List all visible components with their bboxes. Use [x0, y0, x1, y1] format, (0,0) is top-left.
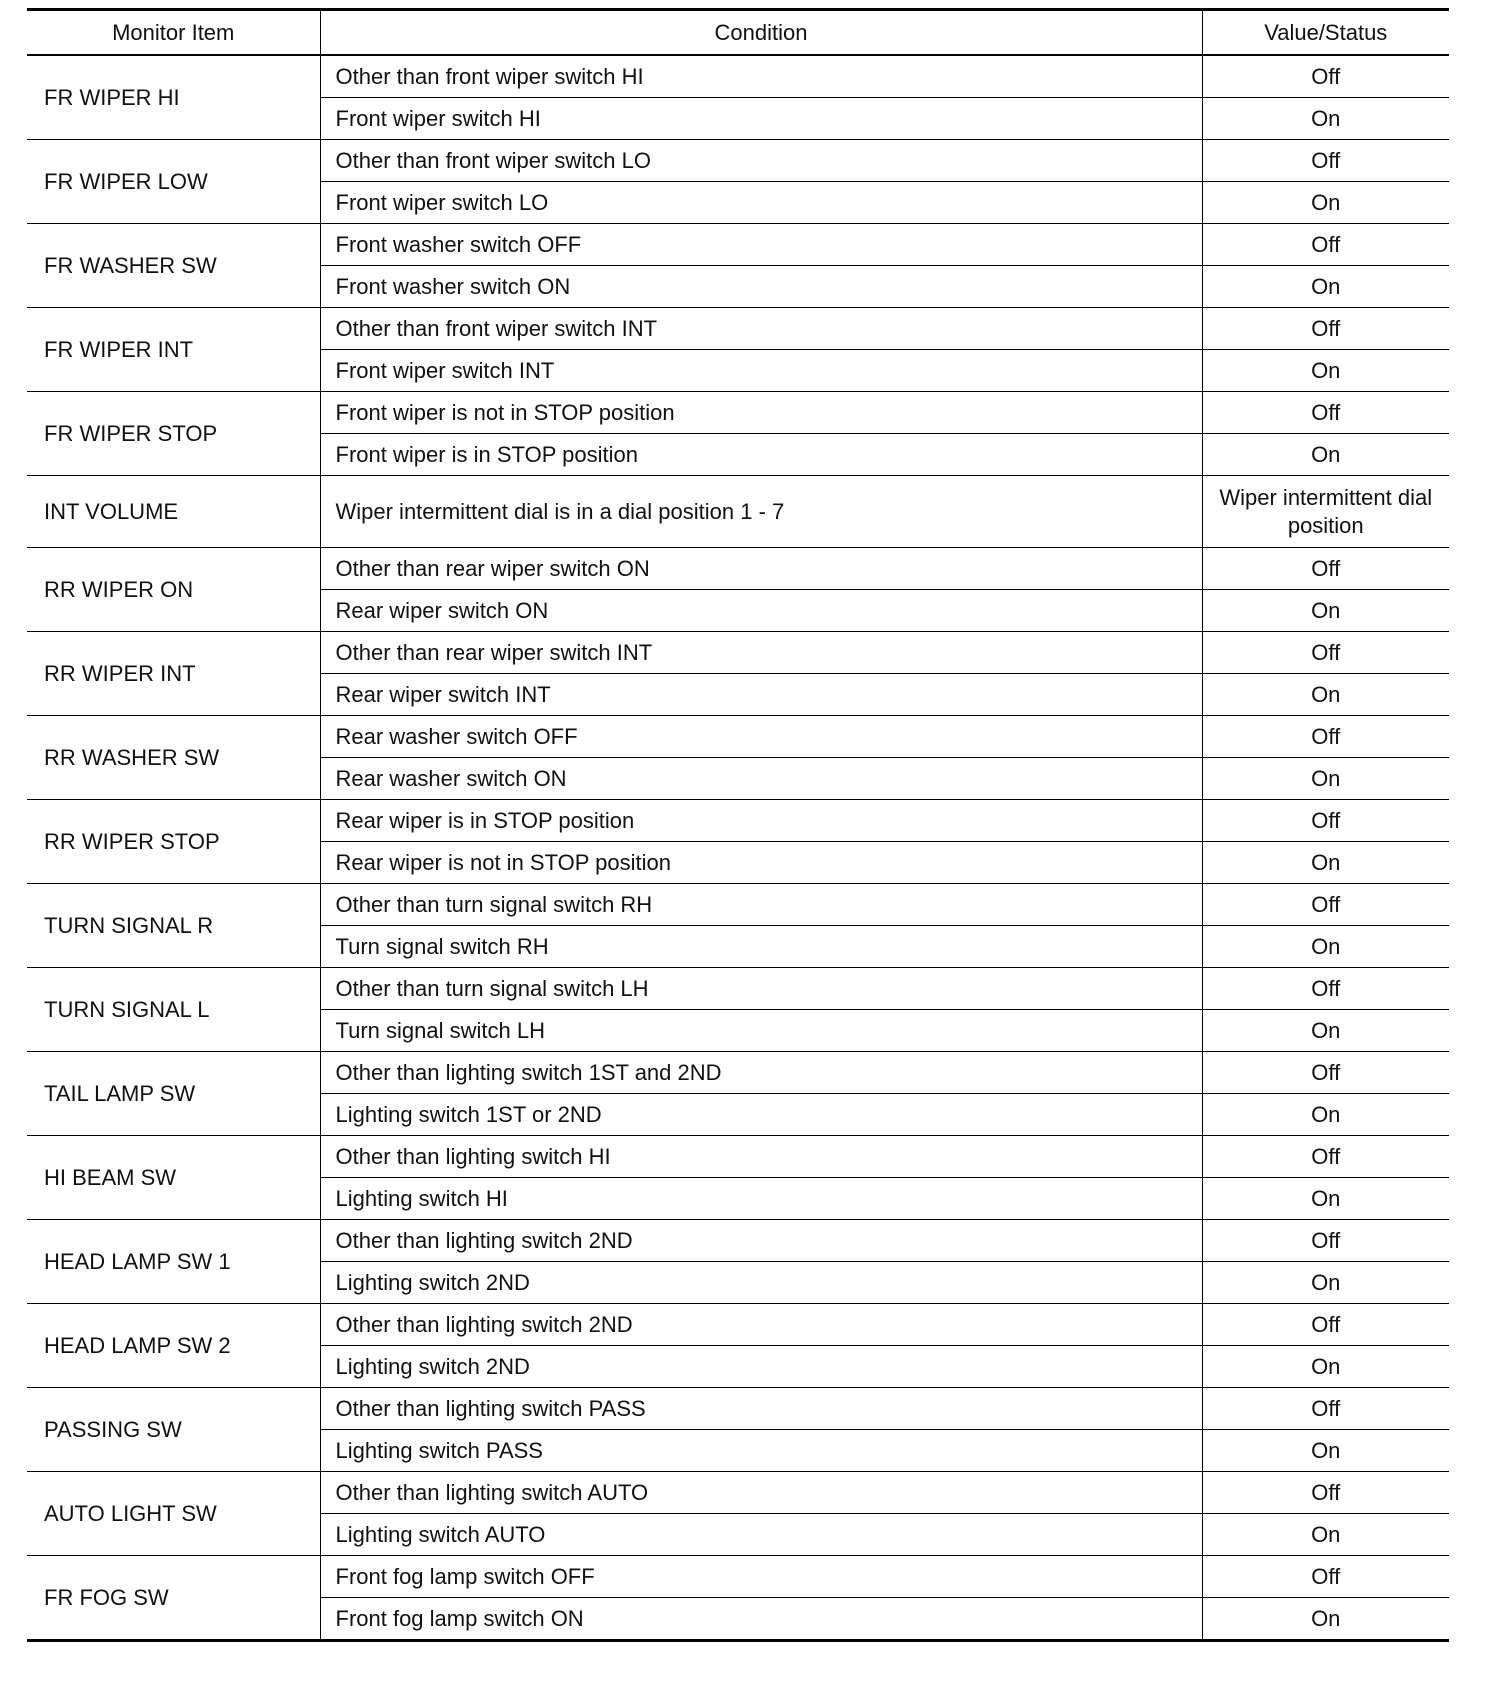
condition-cell: Wiper intermittent dial is in a dial position 1 - 7	[320, 476, 1202, 548]
condition-cell: Other than turn signal switch LH	[320, 968, 1202, 1010]
table-row	[27, 1556, 1449, 1598]
value-status-cell: Off	[1202, 224, 1449, 266]
condition-cell: Other than turn signal switch RH	[320, 884, 1202, 926]
table-row	[27, 308, 1449, 350]
value-status-cell: Off	[1202, 1052, 1449, 1094]
value-status-cell: Off	[1202, 308, 1449, 350]
condition-cell: Rear washer switch ON	[320, 758, 1202, 800]
table-row	[27, 140, 1449, 182]
table-row	[27, 716, 1449, 758]
table-row	[27, 1220, 1449, 1262]
condition-cell: Lighting switch 2ND	[320, 1346, 1202, 1388]
monitor-item-cell: TAIL LAMP SW	[27, 1052, 320, 1136]
condition-cell: Front wiper switch INT	[320, 350, 1202, 392]
condition-cell: Other than rear wiper switch ON	[320, 548, 1202, 590]
value-status-cell: On	[1202, 266, 1449, 308]
condition-cell: Turn signal switch LH	[320, 1010, 1202, 1052]
value-status-cell: Off	[1202, 1304, 1449, 1346]
value-status-cell: On	[1202, 758, 1449, 800]
value-status-cell: On	[1202, 350, 1449, 392]
value-status-cell: On	[1202, 1178, 1449, 1220]
condition-cell: Other than lighting switch 2ND	[320, 1304, 1202, 1346]
monitor-item-cell: RR WASHER SW	[27, 716, 320, 800]
table-row	[27, 884, 1449, 926]
condition-cell: Lighting switch 1ST or 2ND	[320, 1094, 1202, 1136]
condition-cell: Rear wiper is not in STOP position	[320, 842, 1202, 884]
condition-cell: Other than rear wiper switch INT	[320, 632, 1202, 674]
value-status-cell: On	[1202, 182, 1449, 224]
value-status-cell: Off	[1202, 716, 1449, 758]
monitor-item-cell: FR WIPER LOW	[27, 140, 320, 224]
condition-cell: Front wiper is in STOP position	[320, 434, 1202, 476]
condition-cell: Other than lighting switch HI	[320, 1136, 1202, 1178]
condition-cell: Rear wiper switch INT	[320, 674, 1202, 716]
value-status-cell: On	[1202, 1346, 1449, 1388]
table-row	[27, 1304, 1449, 1346]
value-status-cell: On	[1202, 1262, 1449, 1304]
value-status-cell: Off	[1202, 140, 1449, 182]
value-status-cell: Off	[1202, 1472, 1449, 1514]
value-status-cell: Off	[1202, 1220, 1449, 1262]
table-row	[27, 224, 1449, 266]
monitor-item-cell: RR WIPER ON	[27, 548, 320, 632]
condition-cell: Front fog lamp switch OFF	[320, 1556, 1202, 1598]
monitor-item-table	[27, 8, 1449, 1642]
value-status-cell: On	[1202, 1430, 1449, 1472]
value-status-cell: On	[1202, 1598, 1449, 1641]
condition-cell: Other than lighting switch PASS	[320, 1388, 1202, 1430]
condition-cell: Other than lighting switch 1ST and 2ND	[320, 1052, 1202, 1094]
condition-cell: Front wiper switch LO	[320, 182, 1202, 224]
condition-cell: Front wiper switch HI	[320, 98, 1202, 140]
condition-cell: Other than lighting switch AUTO	[320, 1472, 1202, 1514]
value-status-cell: Off	[1202, 548, 1449, 590]
condition-cell: Rear wiper switch ON	[320, 590, 1202, 632]
condition-cell: Other than front wiper switch INT	[320, 308, 1202, 350]
monitor-item-cell: HEAD LAMP SW 1	[27, 1220, 320, 1304]
condition-cell: Front wiper is not in STOP position	[320, 392, 1202, 434]
condition-cell: Lighting switch AUTO	[320, 1514, 1202, 1556]
value-status-cell: Off	[1202, 800, 1449, 842]
condition-cell: Front fog lamp switch ON	[320, 1598, 1202, 1641]
table-body	[27, 55, 1449, 1641]
table-row	[27, 632, 1449, 674]
monitor-item-cell: FR WIPER HI	[27, 55, 320, 140]
condition-cell: Front washer switch OFF	[320, 224, 1202, 266]
value-status-cell: On	[1202, 590, 1449, 632]
monitor-item-cell: RR WIPER INT	[27, 632, 320, 716]
condition-cell: Other than front wiper switch LO	[320, 140, 1202, 182]
value-status-cell: Off	[1202, 1388, 1449, 1430]
table-row	[27, 1388, 1449, 1430]
value-status-cell: On	[1202, 98, 1449, 140]
condition-cell: Lighting switch HI	[320, 1178, 1202, 1220]
value-status-cell: Off	[1202, 1556, 1449, 1598]
monitor-item-cell: INT VOLUME	[27, 476, 320, 548]
value-status-cell: Wiper intermittent dial position	[1202, 476, 1449, 548]
table-row	[27, 1472, 1449, 1514]
table-row	[27, 476, 1449, 548]
header-condition: Condition	[320, 10, 1202, 56]
monitor-item-cell: FR WASHER SW	[27, 224, 320, 308]
value-status-cell: On	[1202, 434, 1449, 476]
monitor-item-cell: TURN SIGNAL R	[27, 884, 320, 968]
value-status-cell: On	[1202, 926, 1449, 968]
value-status-cell: On	[1202, 1010, 1449, 1052]
condition-cell: Other than front wiper switch HI	[320, 55, 1202, 98]
table-row	[27, 392, 1449, 434]
monitor-item-cell: AUTO LIGHT SW	[27, 1472, 320, 1556]
monitor-item-cell: TURN SIGNAL L	[27, 968, 320, 1052]
condition-cell: Rear washer switch OFF	[320, 716, 1202, 758]
table-row	[27, 800, 1449, 842]
value-status-cell: Off	[1202, 884, 1449, 926]
value-status-cell: Off	[1202, 1136, 1449, 1178]
value-status-cell: On	[1202, 842, 1449, 884]
value-status-cell: Off	[1202, 632, 1449, 674]
table-row	[27, 968, 1449, 1010]
condition-cell: Lighting switch PASS	[320, 1430, 1202, 1472]
table-row	[27, 55, 1449, 98]
header-monitor-item: Monitor Item	[27, 10, 320, 56]
value-status-cell: Off	[1202, 55, 1449, 98]
condition-cell: Turn signal switch RH	[320, 926, 1202, 968]
header-row	[27, 10, 1449, 56]
monitor-item-cell: FR WIPER STOP	[27, 392, 320, 476]
monitor-item-cell: RR WIPER STOP	[27, 800, 320, 884]
condition-cell: Front washer switch ON	[320, 266, 1202, 308]
monitor-item-cell: FR WIPER INT	[27, 308, 320, 392]
table-row	[27, 548, 1449, 590]
value-status-cell: Off	[1202, 392, 1449, 434]
table-row	[27, 1136, 1449, 1178]
monitor-item-cell: HEAD LAMP SW 2	[27, 1304, 320, 1388]
monitor-item-cell: PASSING SW	[27, 1388, 320, 1472]
value-status-cell: On	[1202, 1094, 1449, 1136]
table-row	[27, 1052, 1449, 1094]
value-status-cell: On	[1202, 1514, 1449, 1556]
condition-cell: Rear wiper is in STOP position	[320, 800, 1202, 842]
monitor-item-cell: FR FOG SW	[27, 1556, 320, 1641]
value-status-cell: Off	[1202, 968, 1449, 1010]
header-value-status: Value/Status	[1202, 10, 1449, 56]
condition-cell: Lighting switch 2ND	[320, 1262, 1202, 1304]
condition-cell: Other than lighting switch 2ND	[320, 1220, 1202, 1262]
monitor-item-cell: HI BEAM SW	[27, 1136, 320, 1220]
value-status-cell: On	[1202, 674, 1449, 716]
table-header	[27, 10, 1449, 56]
